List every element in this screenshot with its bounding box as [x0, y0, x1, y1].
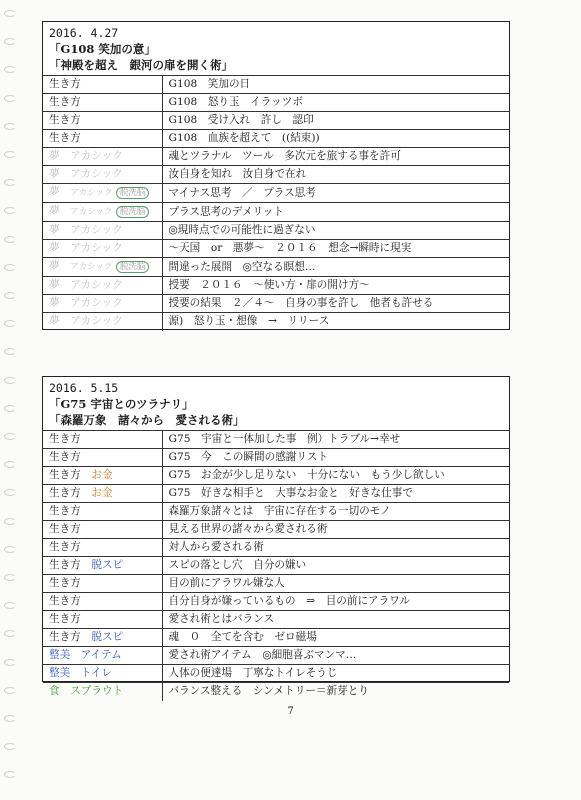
category-cell [43, 575, 162, 593]
content-cell: ◎現時点での可能性に過ぎない [162, 222, 509, 240]
category-cell [43, 112, 162, 130]
binder-hole [4, 630, 16, 637]
category-label: 生き方 [49, 613, 81, 625]
binder-hole [4, 264, 16, 271]
category-cell [43, 539, 162, 557]
binder-hole [4, 151, 16, 158]
section-title: 「G75 宇宙とのツラナリ」 [49, 397, 194, 411]
tag-label: アカシック [70, 315, 123, 328]
content-cell: 見える世界の諸々から愛される術 [162, 521, 509, 539]
binder-hole [4, 405, 16, 412]
category-label: 夢 [49, 297, 60, 309]
category-label: 生き方 [49, 595, 81, 607]
content-cell: プラス思考のデメリット [162, 203, 509, 222]
category-cell [43, 431, 162, 449]
content-cell: 魂 ０ 全てを含む ゼロ磁場 [162, 629, 509, 647]
table-row [43, 449, 509, 467]
content-cell: G75 今 この瞬間の感謝リスト [162, 449, 509, 467]
content-cell: G108 怒り玉 イラッツボ [162, 94, 509, 112]
category-cell [43, 449, 162, 467]
binder-hole [4, 602, 16, 609]
content-cell: 源) 怒り玉・想像 → リリース [162, 313, 509, 331]
tag-label: アカシック [70, 188, 113, 198]
circled-tag: 脱洗脳 [116, 206, 150, 218]
category-cell [43, 503, 162, 521]
tag-label: アカシック [70, 150, 123, 162]
binder-hole [4, 546, 16, 553]
category-cell [43, 277, 162, 295]
table-row [43, 467, 509, 485]
table-row [43, 166, 509, 184]
category-cell [43, 222, 162, 240]
binder-hole [4, 377, 16, 384]
category-cell [43, 593, 162, 611]
category-cell [43, 665, 162, 683]
category-cell [43, 130, 162, 148]
binder-hole [4, 461, 16, 468]
content-cell: 汝自身を知れ 汝自身で在れ [162, 166, 509, 184]
category-label: 生き方 [49, 523, 81, 535]
tag-label: アカシック [70, 242, 123, 254]
table-row [43, 184, 509, 203]
circled-tag: 脱洗脳 [116, 261, 150, 273]
category-cell [43, 521, 162, 539]
content-cell: G108 笑加の日 [162, 76, 509, 94]
category-label: 生き方 [49, 114, 81, 126]
category-cell [43, 611, 162, 629]
section-date: 2016. 4.27 [49, 26, 119, 40]
content-cell: 人体の便達場 丁寧なトイレそうじ [162, 665, 509, 683]
category-cell [43, 467, 162, 485]
table-row [43, 277, 509, 295]
category-label: 生き方 [49, 433, 81, 445]
entry-table [43, 430, 509, 701]
tag-label: アカシック [70, 279, 123, 291]
category-label: 夢 [49, 205, 60, 217]
binder-hole [4, 95, 16, 102]
binder-hole [4, 659, 16, 666]
category-label: 生き方 [49, 96, 81, 108]
category-cell [43, 166, 162, 184]
content-cell: 間違った展開 ◎空なる瞑想… [162, 258, 509, 277]
category-label: 生き方 [49, 505, 81, 517]
tag-label: アカシック [70, 297, 123, 309]
tag-label: アイテム [80, 649, 122, 661]
content-cell: G108 血族を超えて ((結束)) [162, 130, 509, 148]
binder-hole [4, 292, 16, 299]
binder-hole [4, 179, 16, 186]
binder-hole [4, 574, 16, 581]
table-row [43, 76, 509, 94]
section-subtitle: 「神殿を超え 銀河の扉を開く術」 [49, 58, 233, 72]
content-cell: バランス整える シンメトリー＝新芽とり [162, 683, 509, 701]
table-row [43, 521, 509, 539]
section-title: 「G108 笑加の意」 [49, 42, 156, 56]
category-label: 生き方 [49, 541, 81, 553]
table-row [43, 240, 509, 258]
table-row [43, 222, 509, 240]
tag-label: スプラウト [70, 685, 124, 698]
category-cell [43, 485, 162, 503]
binder-hole [4, 10, 16, 17]
tag-label: 脱スピ [91, 631, 124, 643]
table-row [43, 148, 509, 166]
content-cell: G108 受け入れ 許し 認印 [162, 112, 509, 130]
binder-holes [4, 10, 18, 790]
category-label: 夢 [49, 242, 60, 254]
circled-tag: 脱洗脳 [116, 187, 150, 199]
binder-hole [4, 348, 16, 355]
binder-hole [4, 66, 16, 73]
binder-hole [4, 771, 16, 778]
category-label: 夢 [49, 260, 60, 272]
category-cell [43, 295, 162, 313]
category-label: 生き方 [49, 631, 81, 643]
section-date: 2016. 5.15 [49, 381, 119, 395]
content-cell: 愛され術アイテム ◎細胞喜ぶマンマ… [162, 647, 509, 665]
binder-hole [4, 743, 16, 750]
category-cell [43, 94, 162, 112]
content-cell: G75 お金が少し足りない 十分にない もう少し欲しい [162, 467, 509, 485]
category-label: 生き方 [49, 487, 81, 499]
binder-hole [4, 489, 16, 496]
category-cell [43, 203, 162, 222]
category-label: 生き方 [49, 78, 81, 90]
binder-hole [4, 433, 16, 440]
tag-label: アカシック [70, 207, 113, 217]
table-row [43, 130, 509, 148]
category-label: 夢 [49, 150, 60, 162]
content-cell: 対人から愛される術 [162, 539, 509, 557]
table-row [43, 112, 509, 130]
table-row [43, 665, 509, 683]
table-row [43, 258, 509, 277]
tag-label: お金 [91, 469, 113, 481]
category-label: 夢 [49, 168, 60, 180]
category-label: 食 [49, 685, 60, 698]
table-row [43, 485, 509, 503]
table-row [43, 593, 509, 611]
table-row [43, 647, 509, 665]
table-row [43, 295, 509, 313]
category-label: 夢 [49, 186, 60, 198]
table-row [43, 313, 509, 331]
content-cell: マイナス思考 ／ プラス思考 [162, 184, 509, 203]
content-cell: 授要 ２０１６ ～使い方・扉の開け方～ [162, 277, 509, 295]
binder-hole [4, 320, 16, 327]
category-label: 生き方 [49, 577, 81, 589]
content-cell: スピの落とし穴 自分の嫌い [162, 557, 509, 575]
category-cell [43, 240, 162, 258]
category-label: 生き方 [49, 132, 81, 144]
content-cell: 授要の結果 ２／４～ 自身の事を許し 他者も許せる [162, 295, 509, 313]
tag-label: アカシック [70, 262, 113, 272]
tag-label: お金 [91, 487, 113, 499]
tag-label: 脱スピ [91, 559, 124, 571]
table-row [43, 203, 509, 222]
tag-label: トイレ [80, 667, 113, 679]
section-header [43, 377, 509, 428]
category-cell [43, 313, 162, 331]
binder-hole [4, 518, 16, 525]
entry-section-2 [42, 376, 510, 698]
table-row [43, 431, 509, 449]
category-cell [43, 148, 162, 166]
tag-label: アカシック [70, 224, 123, 236]
binder-hole [4, 207, 16, 214]
category-label: 夢 [49, 224, 60, 236]
entry-section-1 [42, 21, 510, 330]
table-row [43, 611, 509, 629]
entry-table [43, 75, 509, 331]
content-cell: 自分自身が嫌っているもの ⇒ 目の前にアラワル [162, 593, 509, 611]
content-cell: 魂とツラナル ツール 多次元を旅する事を許可 [162, 148, 509, 166]
table-row [43, 575, 509, 593]
category-label: 生き方 [49, 559, 81, 571]
table-row [43, 683, 509, 701]
section-subtitle: 「森羅万象 諸々から 愛される術」 [49, 413, 245, 427]
table-row [43, 539, 509, 557]
binder-hole [4, 236, 16, 243]
category-cell [43, 557, 162, 575]
category-cell [43, 184, 162, 203]
category-label: 夢 [49, 279, 60, 291]
category-label: 生き方 [49, 451, 81, 463]
category-cell [43, 647, 162, 665]
page-number: 7 [287, 706, 294, 717]
content-cell: ～天国 or 悪夢～ ２０１６ 想念→瞬時に現実 [162, 240, 509, 258]
table-row [43, 557, 509, 575]
table-row [43, 629, 509, 647]
category-cell [43, 683, 162, 701]
category-label: 生き方 [49, 469, 81, 481]
category-cell [43, 629, 162, 647]
binder-hole [4, 123, 16, 130]
category-cell [43, 258, 162, 277]
category-label: 夢 [49, 315, 60, 328]
category-label: 整美 [49, 649, 71, 661]
category-label: 整美 [49, 667, 71, 679]
content-cell: 森羅万象諸々とは 宇宙に存在する一切のモノ [162, 503, 509, 521]
section-header [43, 22, 509, 73]
content-cell: 目の前にアラワル嫌な人 [162, 575, 509, 593]
binder-hole [4, 687, 16, 694]
category-cell [43, 76, 162, 94]
tag-label: アカシック [70, 168, 123, 180]
binder-hole [4, 38, 16, 45]
content-cell: 愛され術とはバランス [162, 611, 509, 629]
table-row [43, 94, 509, 112]
content-cell: G75 好きな相手と 大事なお金と 好きな仕事で [162, 485, 509, 503]
content-cell: G75 宇宙と一体加した事 例）トラブル→幸せ [162, 431, 509, 449]
table-row [43, 503, 509, 521]
